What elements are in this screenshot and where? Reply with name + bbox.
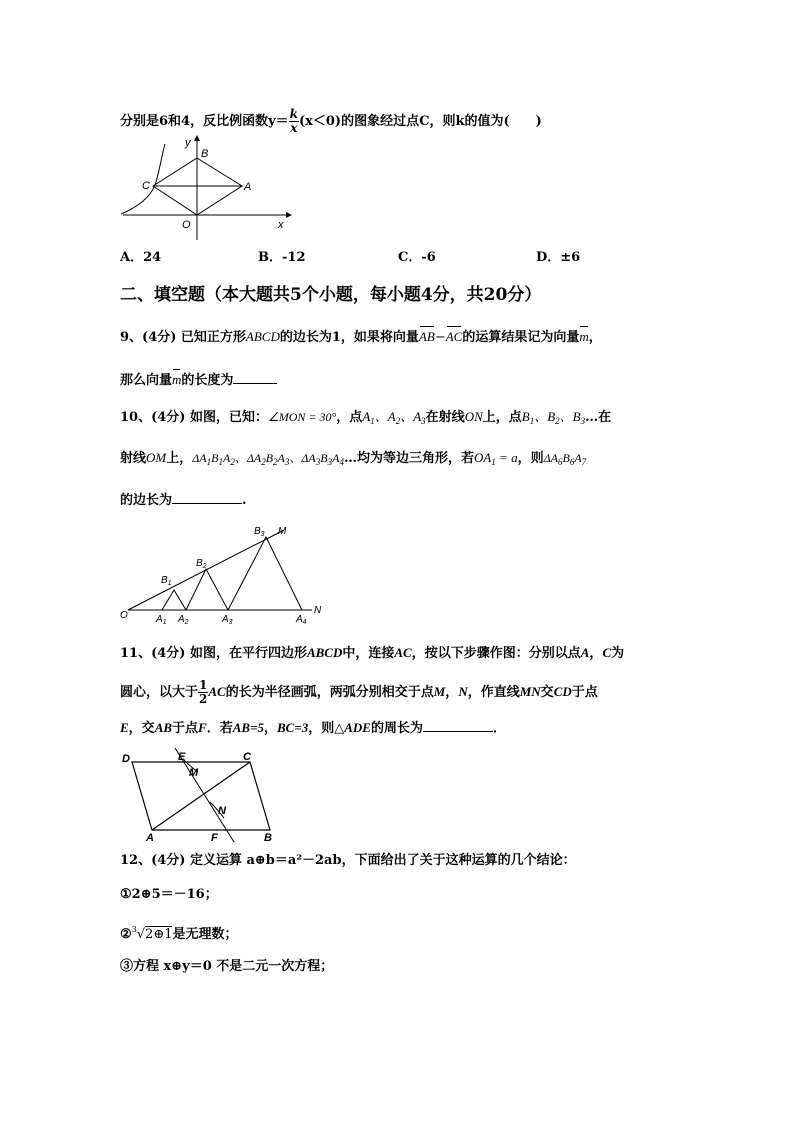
- q9-line2: 那么向量m的长度为: [120, 369, 277, 390]
- q10-label-b1: $B_1$: [161, 575, 172, 587]
- q10-label-n: N: [314, 605, 322, 616]
- q11-label-c: C: [243, 751, 251, 763]
- q8-text: 分别是6和4，反比例函数y＝ $\frac{k}{x}$ (x＜0)的图象经过点C，则k的值为( ): [120, 107, 542, 135]
- q10-label-a4: $A_4$: [296, 614, 307, 626]
- q8-x-arrow: [286, 212, 292, 218]
- q11-label-b: B: [264, 832, 272, 844]
- section-2-heading: 二、填空题（本大题共5个小题，每小题4分，共20分）: [120, 285, 542, 305]
- q11-figure: [118, 746, 283, 844]
- q8-label-x: x: [278, 219, 284, 231]
- q10-label-o: O: [120, 610, 128, 621]
- q8-label-c: C: [142, 180, 150, 192]
- cube-root: $^3$√2⊕1: [131, 925, 173, 942]
- q8-figure: [118, 134, 293, 242]
- q11-label-d: D: [122, 753, 130, 765]
- q11-label-n: N: [218, 805, 226, 817]
- q8-options: [120, 249, 580, 267]
- fraction-k-over-x: $\frac{k}{x}$: [289, 107, 298, 135]
- q11-line1: 11、(4分) 如图，在平行四边形ABCD中，连接AC，按以下步骤作图：分别以点A，C为: [120, 645, 625, 661]
- q12-conclusion-1: ①2⊕5＝－16；: [120, 887, 218, 902]
- q11-diagonal-ac: [152, 762, 250, 830]
- q10-answer-blank[interactable]: [172, 489, 242, 504]
- q8-label-o: O: [182, 219, 191, 231]
- q8-option-d[interactable]: D．±6: [536, 250, 581, 265]
- q12-conclusion-2: ②$^3$√2⊕1是无理数；: [120, 925, 238, 942]
- q9-answer-blank[interactable]: [233, 369, 277, 384]
- q10-label-b2: $B_2$: [196, 558, 207, 570]
- q10-label-m: M: [278, 526, 287, 537]
- q9-line1: 9、(4分) 已知正方形ABCD的边长为1，如果将向量AB−AC的运算结果记为向量m，: [120, 329, 602, 345]
- q11-line3: E，交AB于点F．若AB=5，BC=3，则△ADE的周长为 ．: [120, 717, 506, 738]
- q8-option-b[interactable]: B．-12: [258, 250, 306, 265]
- q10-line1: 10、(4分) 如图，已知：∠MON = 30°，点$A_1$、$A_2$、$A_3$在射线ON上，点$B_1$、$B_2$、$B_3\dots$在: [120, 409, 612, 426]
- q10-label-a1: $A_1$: [156, 614, 167, 626]
- q10-label-a3: $A_3$: [222, 614, 233, 626]
- q8-option-a[interactable]: A．24: [120, 250, 162, 265]
- q10-label-b3: $B_3$: [254, 526, 265, 538]
- q10-triangle-2: [186, 569, 228, 610]
- q8-y-arrow: [194, 135, 200, 141]
- q8-label-a: A: [244, 181, 252, 193]
- q8-option-c[interactable]: C．-6: [398, 250, 436, 265]
- q11-label-f: F: [211, 832, 218, 844]
- q10-line2: 射线OM上，$\Delta A_1B_1A_2$、$\Delta A_2B_2A_3$、$\Delta A_3B_3A_4\dots$均为等边三角形，若$OA_1 = a$，则$\Delta A_6B_6A_7$: [120, 450, 587, 467]
- q10-triangle-1: [162, 590, 186, 610]
- q8-hyperbola: [121, 144, 165, 214]
- q11-label-a: A: [146, 832, 154, 844]
- q11-label-m: M: [189, 767, 199, 779]
- q12-line1: 12、(4分) 定义运算 a⊕b＝a²－2ab，下面给出了关于这种运算的几个结论：: [120, 853, 576, 868]
- q12-conclusion-3: ③方程 x⊕y＝0 不是二元一次方程；: [120, 959, 334, 974]
- q10-triangle-3: [228, 537, 302, 610]
- fraction-one-half: $\frac{1}{2}$: [199, 678, 208, 706]
- q10-figure: [116, 522, 331, 627]
- q11-answer-blank[interactable]: [423, 717, 493, 732]
- q8-label-b: B: [201, 148, 209, 160]
- q10-label-a2: $A_2$: [178, 614, 189, 626]
- q10-line3: 的边长为 .: [120, 489, 247, 510]
- q11-line2: 圆心，以大于 $\frac{1}{2}$ AC的长为半径画弧，两弧分别相交于点M，N，作直线MN交CD于点: [120, 678, 598, 706]
- q11-label-e: E: [178, 751, 186, 763]
- q8-label-y: y: [185, 137, 191, 149]
